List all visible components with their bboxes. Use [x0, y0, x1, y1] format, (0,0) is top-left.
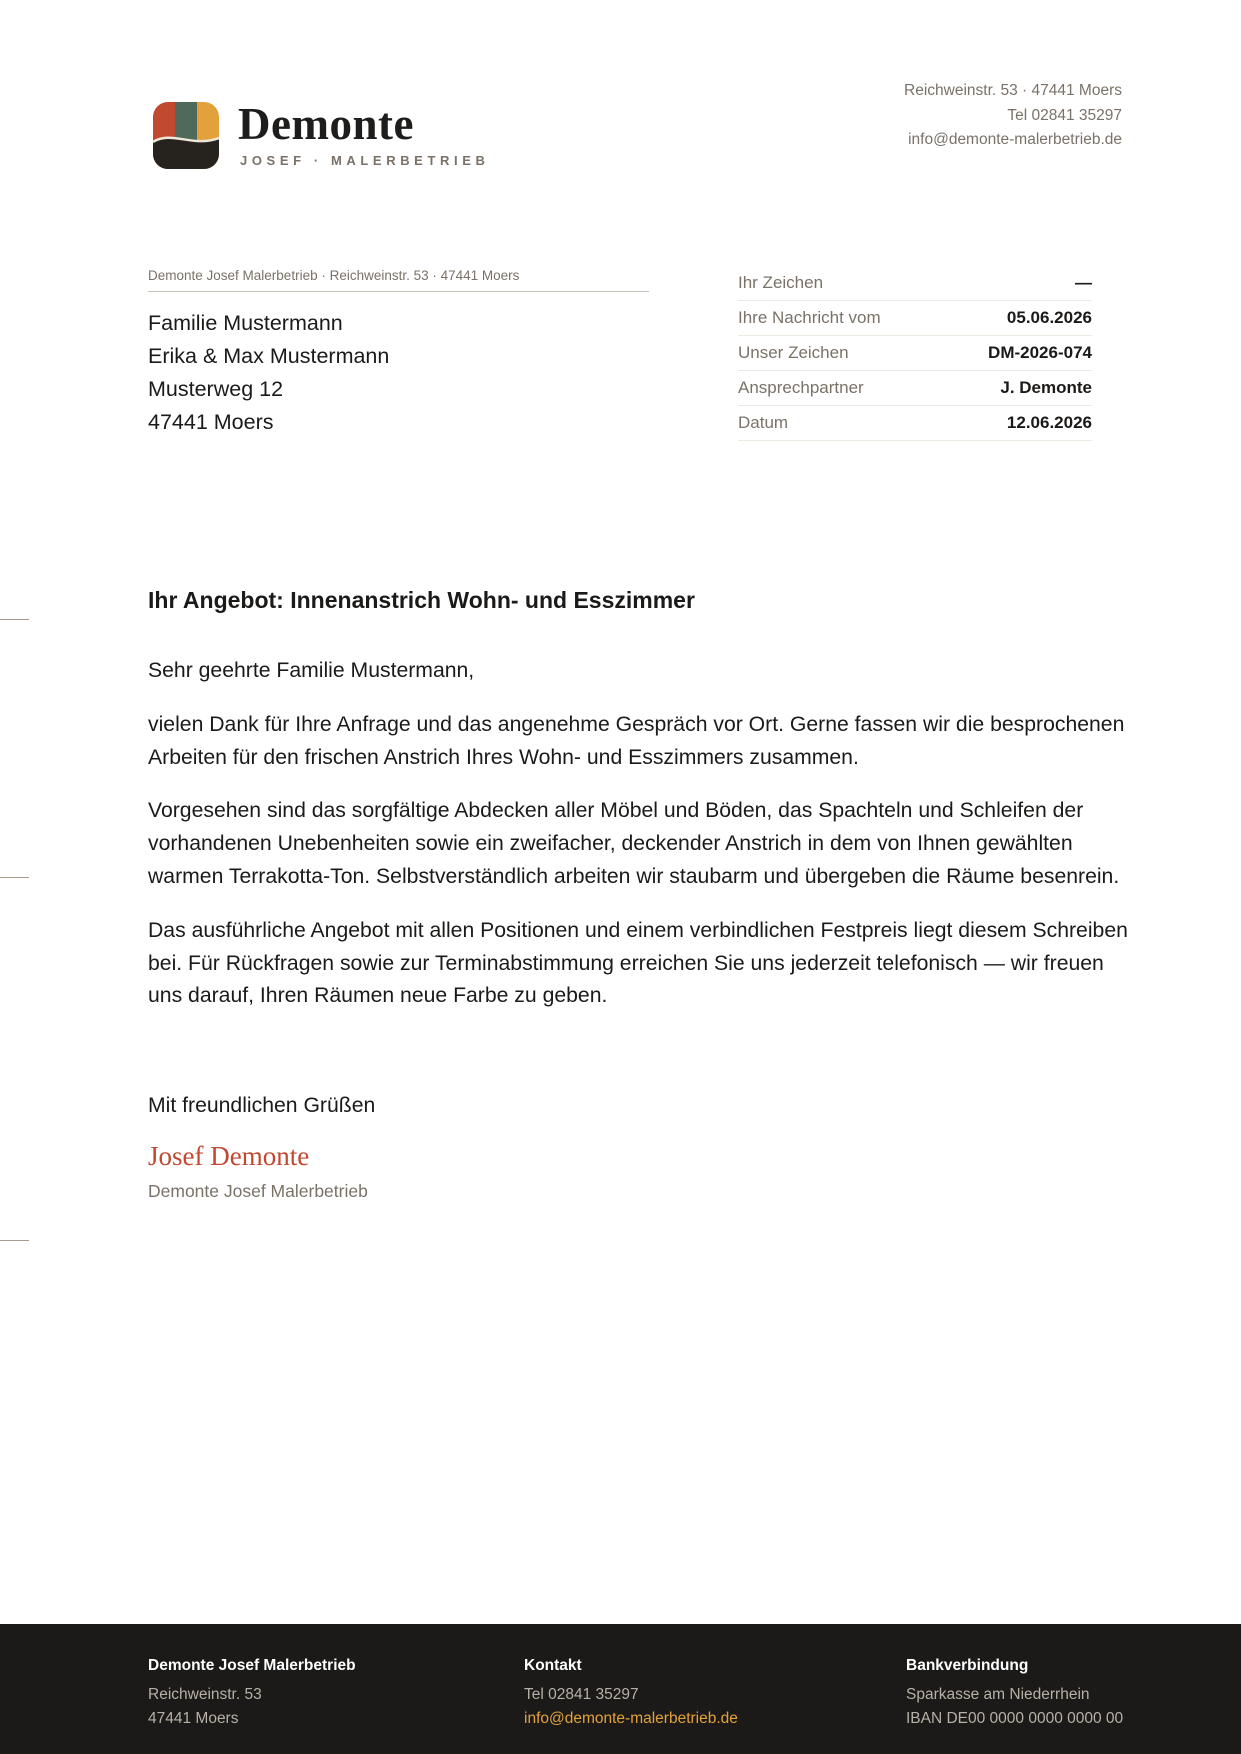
- sender-address: Reichweinstr. 53 · 47441 Moers: [904, 82, 1122, 99]
- brand-subtitle: JOSEF · MALERBETRIEB: [240, 153, 490, 168]
- sender-phone: Tel 02841 35297: [1007, 106, 1122, 124]
- footer-city: 47441 Moers: [148, 1710, 239, 1727]
- footer-bank: [906, 1654, 1123, 1732]
- letter-body: [148, 655, 1128, 1034]
- reference-table: [738, 266, 1092, 441]
- signature-name: Josef Demonte: [148, 1141, 310, 1171]
- reference-label: Ihr Zeichen: [738, 273, 824, 292]
- salutation: Sehr geehrte Familie Mustermann,: [148, 659, 475, 682]
- reference-row: [738, 336, 1092, 371]
- sender-contact: [904, 79, 1122, 153]
- footer-bank-heading: Bankverbindung: [906, 1657, 1029, 1674]
- footer-iban: IBAN DE00 0000 0000 0000 00: [906, 1710, 1124, 1727]
- punch-mark: [0, 877, 29, 878]
- recipient-line: Musterweg 12: [148, 377, 284, 401]
- reference-label: Unser Zeichen: [738, 343, 849, 362]
- brand-name: Demonte: [238, 99, 414, 149]
- reference-label: Ihre Nachricht vom: [738, 308, 881, 327]
- reference-row: [738, 406, 1092, 441]
- body-paragraph: vielen Dank für Ihre Anfrage und das angenehme Gespräch vor Ort. Gerne fassen wir die besprochenen Arbeiten für den frischen Anstrich Ihres Wohn- und Esszimmers zusammen.: [148, 712, 1125, 769]
- reference-row: [738, 301, 1092, 336]
- closing: Mit freundlichen Grüßen: [148, 1094, 376, 1117]
- reference-row: [738, 266, 1092, 301]
- paint-swatch-logo-icon: [153, 102, 219, 169]
- fold-mark: [0, 619, 29, 620]
- fold-mark: [0, 1240, 29, 1241]
- reference-value: DM-2026-074: [988, 343, 1092, 362]
- recipient-line: 47441 Moers: [148, 410, 274, 434]
- recipient-line: Familie Mustermann: [148, 311, 343, 335]
- recipient-line: Erika & Max Mustermann: [148, 344, 390, 368]
- recipient-address: [148, 307, 389, 439]
- letter-subject: Ihr Angebot: Innenanstrich Wohn- und Esszimmer: [148, 587, 695, 613]
- reference-value: 12.06.2026: [1006, 413, 1092, 432]
- footer-email-link[interactable]: info@demonte-malerbetrieb.de: [524, 1710, 738, 1727]
- footer-contact: [524, 1654, 738, 1732]
- reference-label: Ansprechpartner: [738, 378, 864, 397]
- footer-phone: Tel 02841 35297: [524, 1685, 639, 1703]
- body-paragraph: Vorgesehen sind das sorgfältige Abdecken aller Möbel und Böden, das Spachteln und Schleifen der vorhandenen Unebenheiten sowie ein zweifacher, deckender Anstrich in dem von Ihnen gewählten warmen Terrakotta-Ton. Selbstverständlich arbeiten wir staubarm und übergeben die Räume besenrein.: [148, 799, 1120, 888]
- signature-company: Demonte Josef Malerbetrieb: [148, 1181, 368, 1201]
- footer-bank-name: Sparkasse am Niederrhein: [906, 1685, 1090, 1703]
- footer-street: Reichweinstr. 53: [148, 1685, 262, 1703]
- reference-label: Datum: [738, 413, 789, 432]
- sender-email: info@demonte-malerbetrieb.de: [908, 131, 1122, 148]
- reference-row: [738, 371, 1092, 406]
- reference-value: J. Demonte: [1000, 378, 1092, 397]
- footer-contact-heading: Kontakt: [524, 1657, 582, 1674]
- footer-company-heading: Demonte Josef Malerbetrieb: [148, 1657, 356, 1674]
- footer-company: [148, 1654, 356, 1732]
- body-paragraph: Das ausführliche Angebot mit allen Positionen und einem verbindlichen Festpreis liegt diesem Schreiben bei. Für Rückfragen sowie zur Terminabstimmung erreichen Sie uns jederzeit telefonisch — wir freuen uns darauf, Ihren Räumen neue Farbe zu geben.: [148, 918, 1128, 1008]
- return-address-line: Demonte Josef Malerbetrieb · Reichweinstr. 53 · 47441 Moers: [148, 268, 649, 292]
- reference-value: —: [1075, 273, 1092, 292]
- footer: [0, 1624, 1241, 1754]
- brand-logo: [153, 101, 489, 169]
- brand-text: [238, 99, 490, 168]
- reference-value: 05.06.2026: [1006, 308, 1092, 327]
